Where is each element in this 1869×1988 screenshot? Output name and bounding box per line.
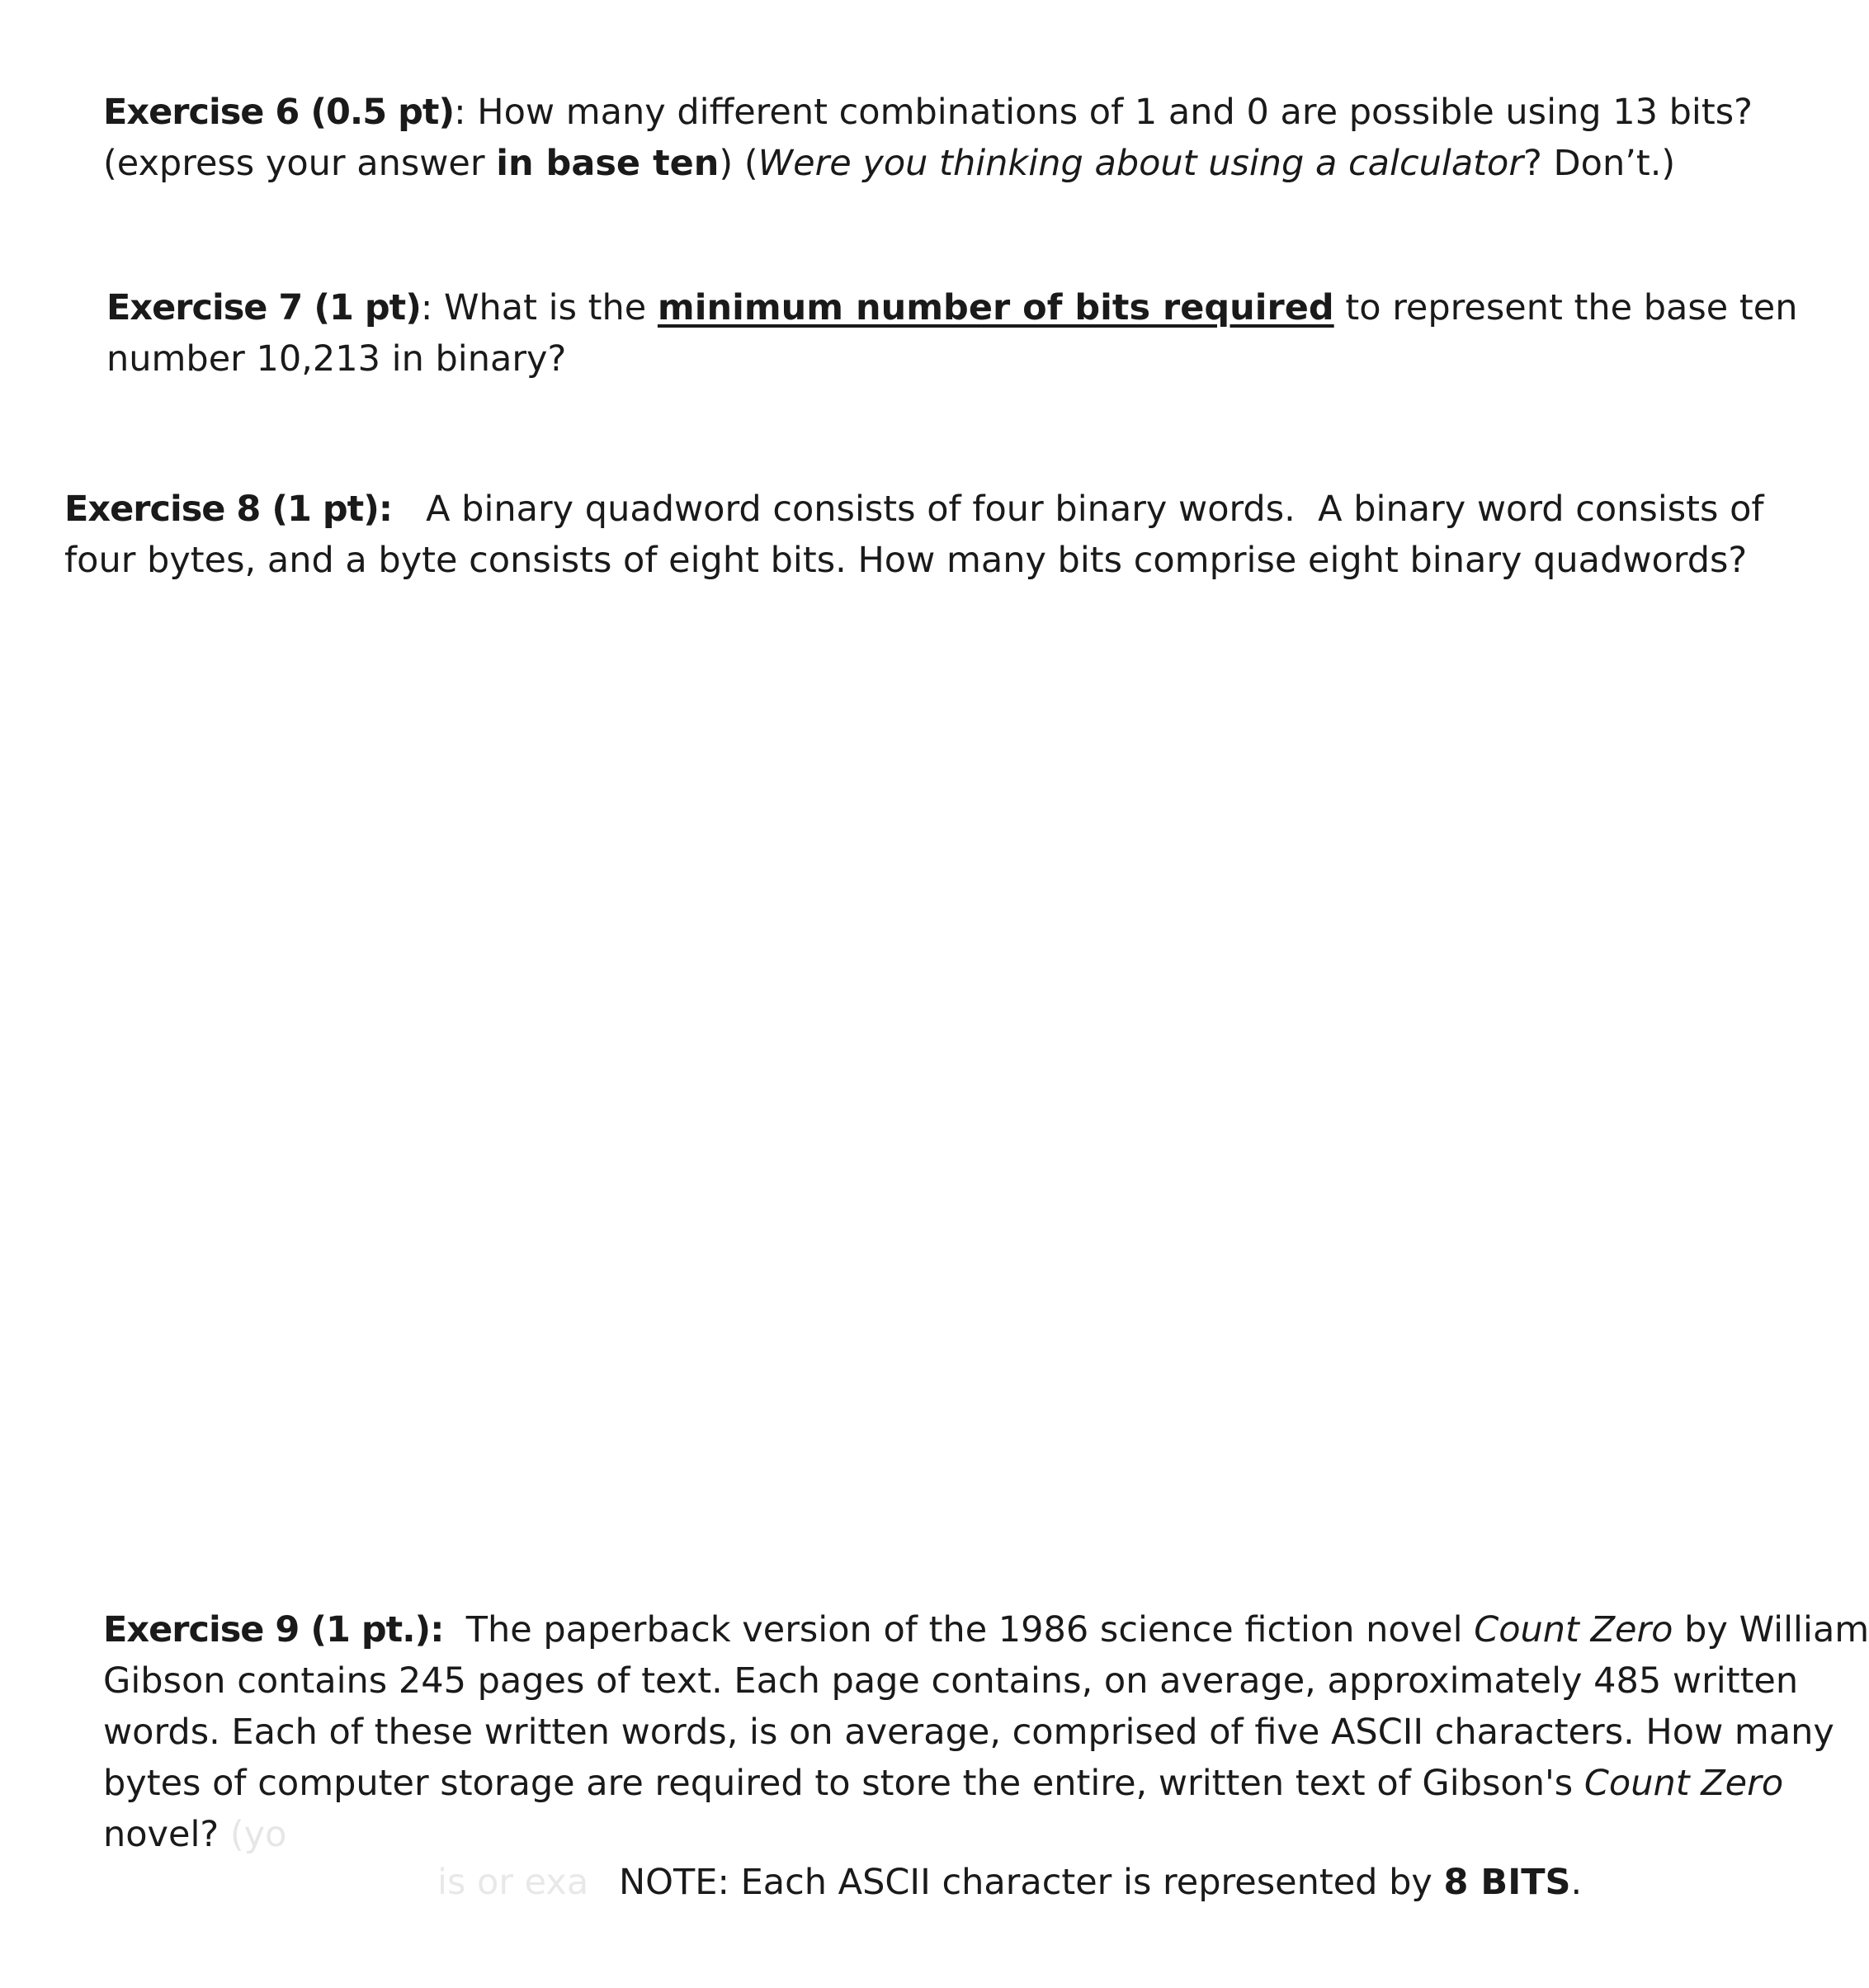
exercise-6-text: (express your answer (103, 143, 497, 184)
exercise-9-text: The paperback version of the 1986 science fiction novel (443, 1609, 1475, 1650)
exercise-8-line-1 (64, 484, 1764, 535)
exercise-9-text: words. Each of these written words, is on average, comprised of five ASCII characters. How many (103, 1712, 1834, 1753)
exercise-7-underlined-emphasis: minimum number of bits required (657, 287, 1334, 328)
exercise-9-line-3 (103, 1707, 1834, 1758)
exercise-7-text: number 10,213 in binary? (106, 338, 567, 380)
exercise-6 (103, 87, 1753, 189)
exercise-9-text: Gibson contains 245 pages of text. Each page contains, on average, approximately 485 written (103, 1660, 1799, 1702)
exercise-6-line-1 (103, 87, 1753, 138)
exercise-9-text: by William (1673, 1609, 1869, 1650)
exercise-9-note-text: NOTE: Each ASCII character is represented by (619, 1862, 1444, 1903)
exercise-9-line-2 (103, 1655, 1799, 1707)
exercise-8-line-2 (64, 535, 1748, 586)
exercise-6-line-2 (103, 138, 1676, 189)
exercise-9-text: bytes of computer storage are required to store the entire, written text of Gibson's (103, 1763, 1584, 1804)
exercise-6-question: How many different combinations of 1 and 0 are possible using 13 bits? (477, 92, 1753, 133)
exercise-7 (106, 282, 1798, 385)
exercise-8-text: four bytes, and a byte consists of eight bits. How many bits comprise eight binary quadwords? (64, 540, 1748, 581)
exercise-7-line-2 (106, 333, 1674, 385)
exercise-9-faded-text: (yo (229, 1814, 287, 1855)
exercise-9-note-text: . (1570, 1862, 1583, 1903)
exercise-8 (64, 484, 1764, 586)
exercise-6-label: Exercise 6 (0.5 pt) (103, 92, 455, 133)
exercise-8-text: A binary quadword consists of four binary words. A binary word consists of (392, 489, 1764, 530)
exercise-9-line-5 (103, 1809, 1720, 1860)
exercise-9-book-title: Count Zero (1583, 1763, 1784, 1804)
exercise-9-line-4 (103, 1758, 1784, 1809)
exercise-9-book-title: Count Zero (1474, 1609, 1673, 1650)
exercise-7-text: to represent the base ten (1333, 287, 1798, 328)
exercise-9-faded-note-prefix (103, 1857, 619, 1908)
exercise-6-italic-note: Were you thinking about using a calculator (758, 143, 1524, 184)
exercise-7-label: Exercise 7 (1 pt) (106, 287, 421, 328)
exercise-8-label: Exercise 8 (1 pt): (64, 489, 393, 530)
exercise-9-text: novel? (103, 1814, 219, 1855)
exercise-6-emphasis: in base ten (496, 143, 720, 184)
exercise-9-faded-text: is or exa (437, 1862, 589, 1903)
exercise-6-separator: : (454, 92, 478, 133)
exercise-7-line-1 (106, 282, 1798, 333)
exercise-9-note-emphasis: 8 BITS (1443, 1862, 1571, 1903)
exercise-7-text: What is the (444, 287, 658, 328)
exercise-6-text: ? Don’t.) (1523, 143, 1676, 184)
exercise-9-note (103, 1857, 1720, 1908)
exercise-7-separator: : (420, 287, 445, 328)
exercise-9-line-1 (103, 1604, 1869, 1655)
exercise-9 (103, 1604, 1869, 1860)
exercise-9-label: Exercise 9 (1 pt.): (103, 1609, 444, 1650)
exercise-6-text: ) ( (719, 143, 758, 184)
